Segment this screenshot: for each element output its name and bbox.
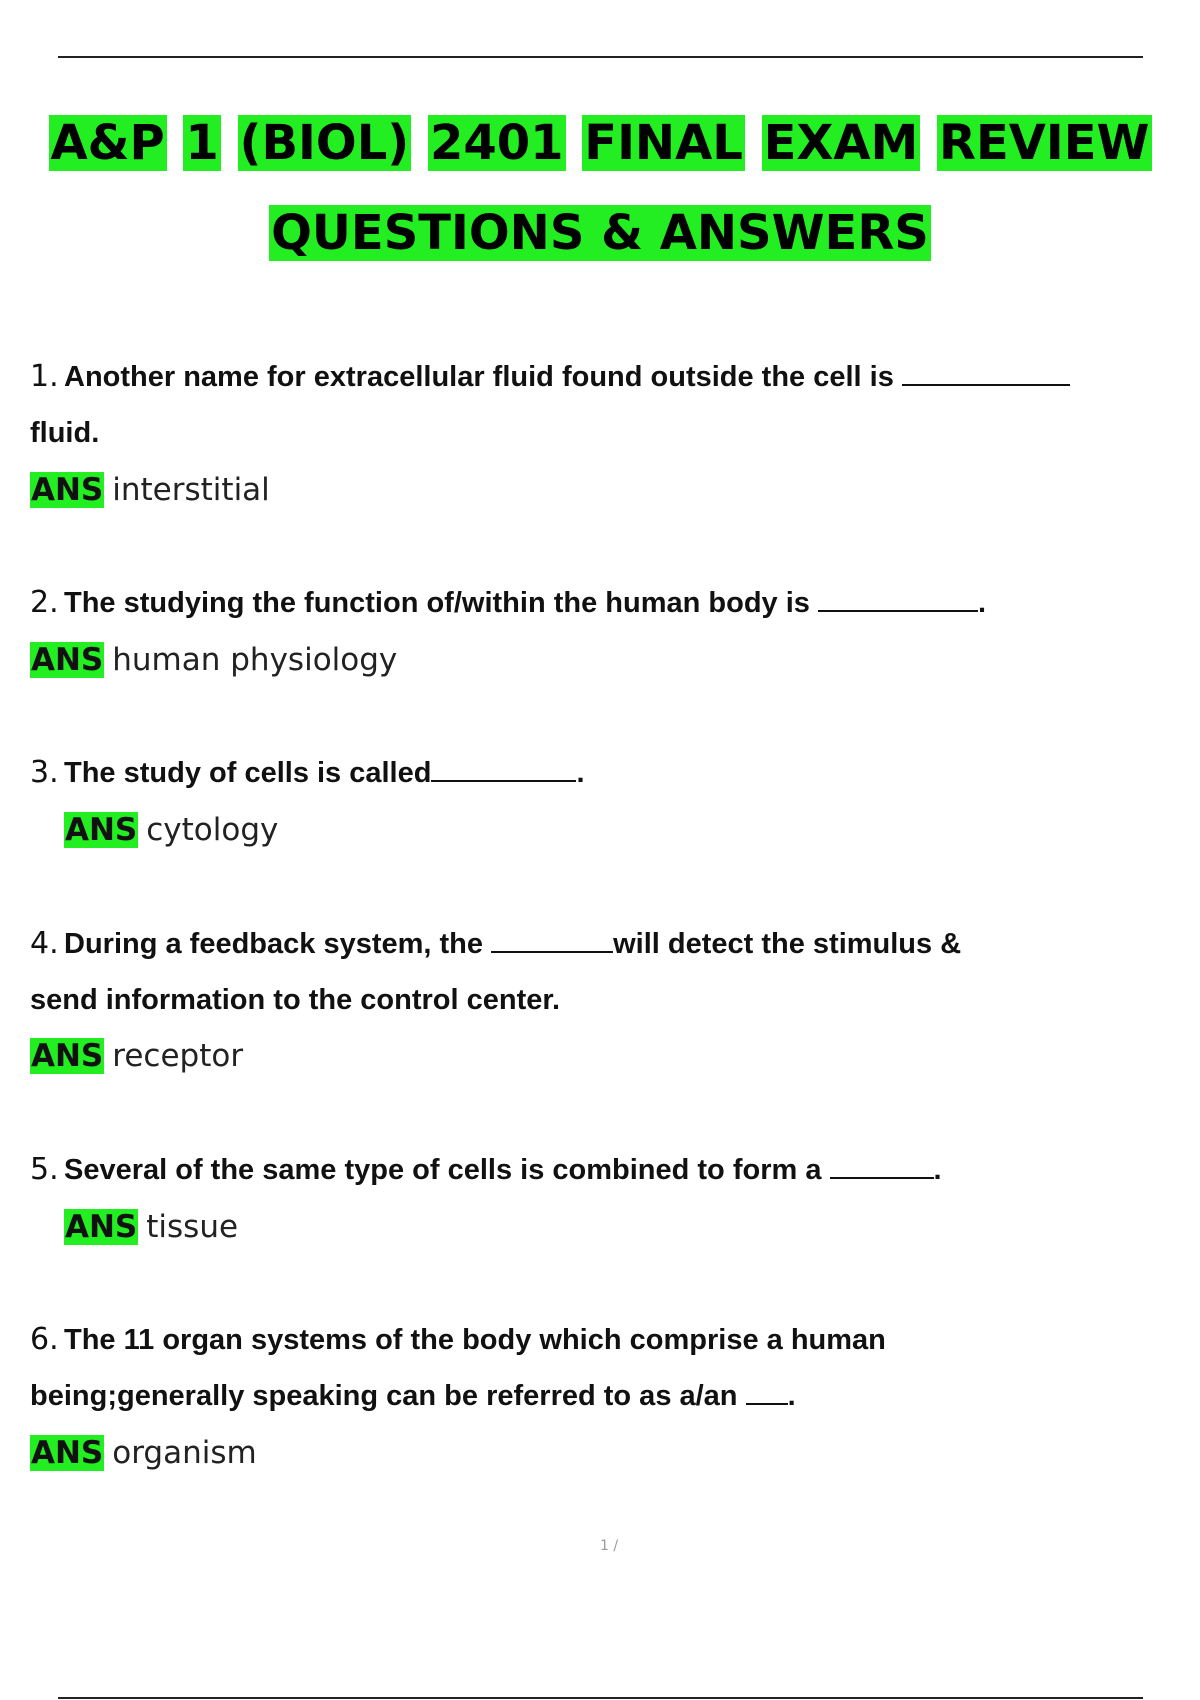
answer-value: receptor <box>112 1038 244 1074</box>
answer-blank <box>830 1153 934 1179</box>
question-number: 5. <box>30 1152 59 1187</box>
answer-6 <box>30 1433 257 1473</box>
question-text: During a feedback system, the <box>64 928 492 960</box>
question-text: Another name for extracellular fluid found outside the cell is <box>64 361 902 393</box>
question-text-end: . <box>787 1380 796 1412</box>
answer-value: interstitial <box>112 472 270 508</box>
question-number: 1. <box>30 359 59 394</box>
bottom-rule <box>58 1697 1143 1699</box>
question-text-continued: send information to the control center. <box>30 984 561 1016</box>
title-line-1 <box>0 114 1200 172</box>
question-number: 6. <box>30 1322 59 1357</box>
title-word: (BIOL) <box>239 115 410 171</box>
question-text: Several of the same type of cells is combined to form a <box>64 1154 830 1186</box>
question-number: 3. <box>30 755 59 790</box>
question-text-end: . <box>576 757 585 789</box>
title-line-2 <box>0 204 1200 262</box>
title-word: REVIEW <box>939 115 1150 171</box>
answer-4 <box>30 1036 243 1076</box>
question-4 <box>30 916 1170 1028</box>
answer-value: tissue <box>146 1209 239 1245</box>
answer-tag: ANS <box>31 1435 104 1471</box>
answer-5 <box>64 1207 238 1247</box>
title-word: FINAL <box>584 115 743 171</box>
question-text-end: . <box>933 1154 942 1186</box>
question-number: 2. <box>30 585 59 620</box>
answer-2 <box>30 640 397 680</box>
question-text: The study of cells is called <box>64 757 432 789</box>
question-text-continued: being;generally speaking can be referred to as a/an <box>30 1380 746 1412</box>
answer-blank <box>746 1379 788 1405</box>
question-6 <box>30 1312 1170 1424</box>
question-text: The 11 organ systems of the body which comprise a human <box>64 1324 886 1356</box>
answer-blank <box>818 586 978 612</box>
title-word: EXAM <box>763 115 919 171</box>
page-number: 1 / <box>600 1538 619 1554</box>
answer-tag: ANS <box>31 1038 104 1074</box>
question-text-end: will detect the stimulus & <box>613 928 962 960</box>
question-2 <box>30 575 1170 631</box>
answer-value: human physiology <box>112 642 398 678</box>
answer-blank <box>491 927 613 953</box>
answer-1 <box>30 470 270 510</box>
title-text: QUESTIONS & ANSWERS <box>271 205 929 261</box>
title-word: 1 <box>185 115 219 171</box>
answer-blank <box>431 756 576 782</box>
answer-3 <box>64 810 278 850</box>
title-word: 2401 <box>429 115 564 171</box>
question-number: 4. <box>30 926 59 961</box>
question-5 <box>30 1142 1170 1198</box>
answer-value: organism <box>112 1435 257 1471</box>
answer-tag: ANS <box>65 812 138 848</box>
question-3 <box>30 745 1170 801</box>
question-text-end: . <box>977 587 987 619</box>
question-1 <box>30 349 1170 461</box>
answer-tag: ANS <box>31 472 104 508</box>
answer-blank <box>902 360 1070 386</box>
question-text-continued: fluid. <box>30 417 100 449</box>
question-text: The studying the function of/within the human body is <box>64 587 818 619</box>
top-rule <box>58 56 1143 58</box>
title-word: A&P <box>50 115 165 171</box>
answer-tag: ANS <box>65 1209 138 1245</box>
answer-tag: ANS <box>31 642 104 678</box>
answer-value: cytology <box>146 812 279 848</box>
